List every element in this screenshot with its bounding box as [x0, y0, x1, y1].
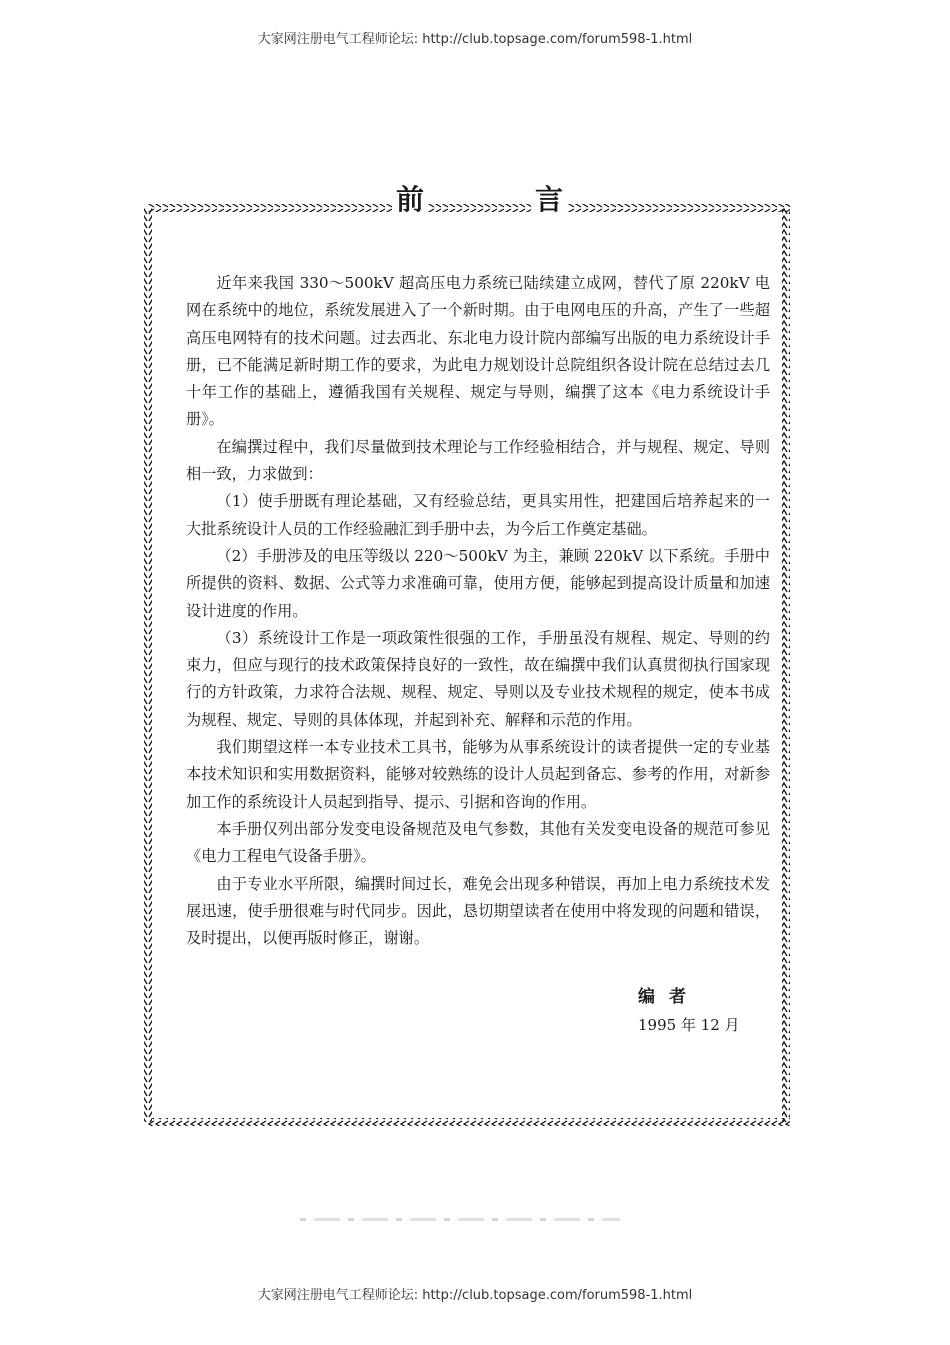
- publication-date: 1995 年 12 月: [638, 1016, 740, 1034]
- heading-char-1: 前: [392, 178, 428, 218]
- scan-artifact: [300, 1218, 620, 1221]
- paragraph: 近年来我国 330～500kV 超高压电力系统已陆续建立成网，替代了原 220kV 电网在系统中的地位，系统发展进入了一个新时期。由于电网电压的升高，产生了一些超高压电网特有的技术问题。过去西北、东北电力设计院内部编写出版的电力系统设计手册，已不能满足新时期工作的要求，为此电力规划设计总院组织各设计院在总结过去几十年工作的基础上，遵循我国有关规程、规定与导则，编撰了这本《电力系统设计手册》。: [186, 274, 770, 429]
- preface-body: [186, 270, 770, 952]
- heading-char-2: 言: [531, 178, 567, 218]
- watermark-top: 大家网注册电气工程师论坛: http://club.topsage.com/forum598-1.html: [257, 32, 693, 47]
- watermark-bottom: 大家网注册电气工程师论坛: http://club.topsage.com/forum598-1.html: [257, 1288, 693, 1303]
- paragraph: （1）使手册既有理论基础，又有经验总结，更具实用性，把建国后培养起来的一大批系统设计人员的工作经验融汇到手册中去，为今后工作奠定基础。: [186, 492, 770, 538]
- paragraph: 在编撰过程中，我们尽量做到技术理论与工作经验相结合，并与规程、规定、导则相一致，力求做到：: [186, 437, 770, 484]
- paragraph: 我们期望这样一本专业技术工具书，能够为从事系统设计的读者提供一定的专业基本技术知识和实用数据资料，能够对较熟练的设计人员起到备忘、参考的作用，对新参加工作的系统设计人员起到指导、提示、引据和咨询的作用。: [186, 738, 770, 811]
- author-signature: 编者: [638, 987, 700, 1007]
- paragraph: （3）系统设计工作是一项政策性很强的工作，手册虽没有规程、规定、导则的约束力，但应与现行的技术政策保持良好的一致性，故在编撰中我们认真贯彻执行国家现行的方针政策，力求符合法规、规程、规定、导则以及专业技术规程的规定，使本书成为规程、规定、导则的具体体现，并起到补充、解释和示范的作用。: [186, 628, 770, 729]
- paragraph: 本手册仅列出部分发变电设备规范及电气参数，其他有关发变电设备的规范可参见《电力工程电气设备手册》。: [186, 819, 770, 866]
- paragraph: 由于专业水平所限，编撰时间过长，难免会出现多种错误，再加上电力系统技术发展迅速，使手册很难与时代同步。因此，恳切期望读者在使用中将发现的问题和错误，及时提出，以便再版时修正，谢谢。: [186, 874, 770, 948]
- paragraph: （2）手册涉及的电压等级以 220～500kV 为主，兼顾 220kV 以下系统。手册中所提供的资料、数据、公式等力求准确可靠，使用方便，能够起到提高设计质量和加速设计进度的作用。: [186, 546, 770, 620]
